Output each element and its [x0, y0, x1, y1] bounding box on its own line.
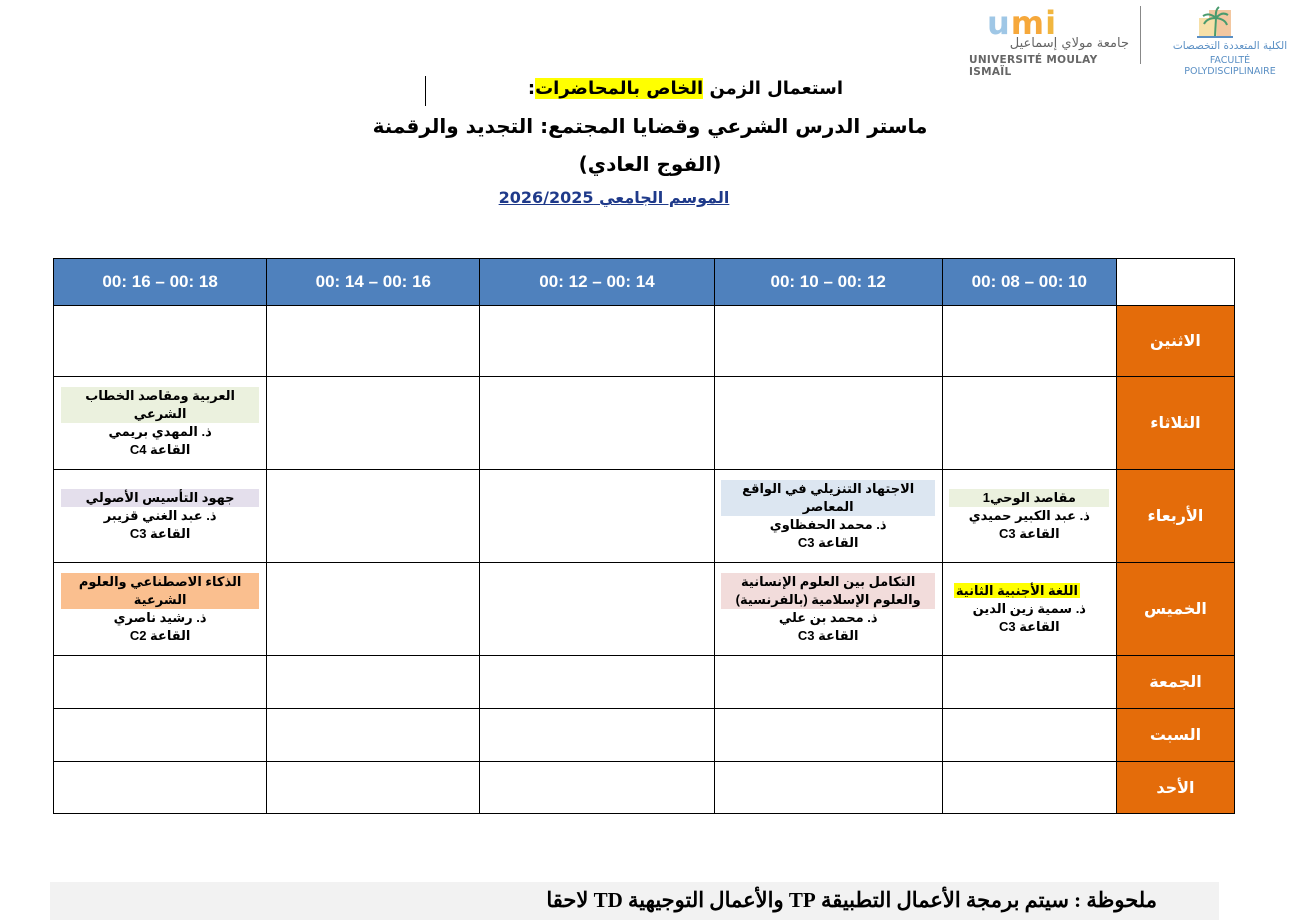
empty-slot: [54, 762, 267, 814]
course-title: العربية ومقاصد الخطاب الشرعي: [61, 387, 259, 423]
empty-slot: [480, 306, 714, 377]
course-teacher: ذ. محمد بن علي: [778, 610, 878, 625]
empty-slot: [480, 762, 714, 814]
table-row: [54, 563, 1235, 656]
title-line-1-prefix: استعمال الزمن: [703, 78, 843, 99]
empty-slot: [54, 656, 267, 709]
course-room: القاعة C3: [999, 619, 1060, 634]
course-teacher: ذ. عبد الكبير حميدي: [968, 508, 1090, 523]
university-logo: [965, 2, 1129, 78]
faculty-name-french: FACULTÉ POLYDISCIPLINAIRE: [1184, 55, 1276, 77]
course-room: القاعة C4: [129, 442, 191, 457]
course-teacher: ذ. محمد الحفظاوي: [769, 517, 887, 532]
umi-mark-u: u: [987, 4, 1011, 42]
empty-slot: [942, 762, 1116, 814]
course-teacher: ذ. عبد الغني قزيبر: [103, 508, 217, 523]
header-logos: [960, 0, 1301, 78]
empty-slot: [714, 377, 942, 470]
time-slot-header: 14 :00 – 12 :00: [480, 259, 714, 306]
palm-tree-icon: [1195, 4, 1235, 40]
day-label: الجمعة: [1116, 656, 1234, 709]
empty-slot: [942, 306, 1116, 377]
footnote: ملحوظة : سيتم برمجة الأعمال التطبيقة TP والأعمال التوجيهية TD لاحقا: [50, 882, 1219, 920]
time-slot-header: 12 :00 – 10 :00: [714, 259, 942, 306]
title-line-3: (الفوج العادي): [578, 152, 722, 176]
umi-mark-m: m: [1010, 4, 1046, 42]
day-label: الخميس: [1116, 563, 1234, 656]
table-row: [54, 377, 1235, 470]
course-teacher: ذ. المهدي بريمي: [108, 424, 212, 439]
course-room: القاعة C3: [129, 526, 191, 541]
empty-slot: [267, 709, 480, 762]
course-cell: [942, 470, 1116, 563]
empty-slot: [714, 656, 942, 709]
empty-slot: [942, 709, 1116, 762]
course-room: القاعة C3: [999, 526, 1060, 541]
course-title: [918, 582, 1116, 600]
empty-slot: [54, 709, 267, 762]
course-cell: [54, 563, 267, 656]
time-slot-header: 10 :00 – 08 :00: [942, 259, 1116, 306]
title-line-1-suffix: :: [527, 78, 536, 99]
course-cell: [714, 563, 942, 656]
empty-slot: [714, 762, 942, 814]
course-title: التكامل بين العلوم الإنسانية والعلوم الإسلامية (بالفرنسية): [721, 573, 935, 609]
title-line-1-highlight: الخاص بالمحاضرات: [535, 78, 704, 99]
day-label: الاثنين: [1116, 306, 1234, 377]
course-cell: [54, 377, 267, 470]
table-row: [54, 656, 1235, 709]
day-label: الأربعاء: [1116, 470, 1234, 563]
empty-slot: [267, 377, 480, 470]
table-row: [54, 762, 1235, 814]
faculty-name-arabic: الكلية المتعددة التخصصات: [1172, 40, 1288, 52]
course-room: القاعة C3: [797, 628, 859, 643]
umi-mark-i: i: [1045, 4, 1058, 42]
empty-slot: [267, 563, 480, 656]
day-label: الثلاثاء: [1116, 377, 1234, 470]
time-slot-header: 18 :00 – 16 :00: [54, 259, 267, 306]
title-line-2: ماستر الدرس الشرعي وقضايا المجتمع: التجديد والرقمنة: [372, 114, 928, 138]
empty-slot: [714, 306, 942, 377]
empty-slot: [942, 656, 1116, 709]
empty-slot: [480, 563, 714, 656]
course-title: مقاصد الوحي1: [949, 489, 1109, 507]
logo-separator: [1140, 6, 1141, 64]
empty-slot: [480, 709, 714, 762]
empty-slot: [480, 377, 714, 470]
course-title: جهود التأسيس الأصولي: [61, 489, 259, 507]
course-teacher: ذ. رشيد ناصري: [113, 610, 207, 625]
empty-slot: [267, 306, 480, 377]
course-cell: [54, 470, 267, 563]
academic-year: الموسم الجامعي 2026/2025: [498, 188, 730, 207]
empty-slot: [480, 470, 714, 563]
table-header-row: [54, 259, 1235, 306]
schedule-table: [53, 258, 1235, 814]
day-label: السبت: [1116, 709, 1234, 762]
empty-slot: [267, 470, 480, 563]
empty-slot: [54, 306, 267, 377]
empty-slot: [714, 709, 942, 762]
course-title-text: اللغة الأجنبية الثانية: [955, 583, 1078, 598]
time-slot-header: 16 :00 – 14 :00: [267, 259, 480, 306]
course-room: القاعة C2: [129, 628, 191, 643]
table-row: [54, 306, 1235, 377]
day-label: الأحد: [1116, 762, 1234, 814]
university-name-french: UNIVERSITÉ MOULAY ISMAÏL: [969, 54, 1098, 78]
faculty-logo: [1165, 2, 1301, 77]
course-cell: [714, 470, 942, 563]
course-teacher: ذ. سمية زين الدين: [972, 601, 1086, 616]
empty-slot: [942, 377, 1116, 470]
title-line-1: [200, 78, 843, 99]
empty-slot: [267, 656, 480, 709]
course-title: الاجتهاد التنزيلي في الواقع المعاصر: [721, 480, 935, 516]
university-name-arabic: جامعة مولاي إسماعيل: [1009, 36, 1129, 51]
table-row: [54, 470, 1235, 563]
table-corner-cell: [1116, 259, 1234, 306]
course-room: القاعة C3: [797, 535, 859, 550]
course-title: الذكاء الاصطناعي والعلوم الشرعية: [61, 573, 259, 609]
empty-slot: [480, 656, 714, 709]
table-row: [54, 709, 1235, 762]
empty-slot: [267, 762, 480, 814]
course-cell: [942, 563, 1116, 656]
